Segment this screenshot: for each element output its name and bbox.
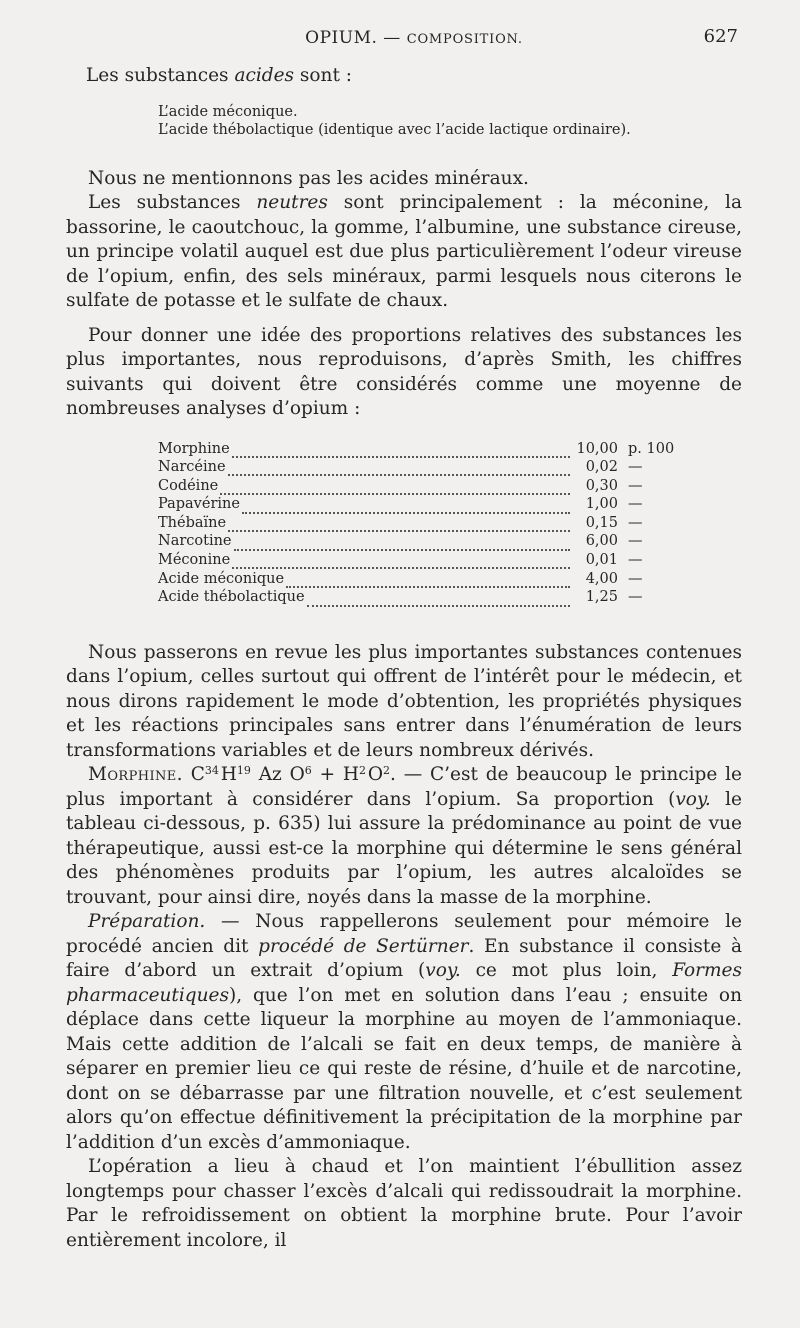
chemical-formula: $C^{34}$ $H^{19}$ Az $O^6 + H^2$ $O^2$. [190,764,396,786]
leader-dots [307,595,570,607]
section-heading: Préparation. [88,911,206,933]
paragraph-mineral: Nous ne mentionnons pas les acides minéraux. [88,167,529,189]
paragraph-preparation: Préparation. — Nous rappellerons seulement pour mémoire le procédé ancien dit procédé de Sertürner. En substance il consiste à faire d’abord un extrait d’opium (voy. ce mot plus loin, Formes pharmaceutiques), que l’on met en solution dans l’eau ; ensuite on déplace dans cette liqueur la morphine au moyen de l’ammoniaque. Mais cette addition de l’alcali se fait en deux temps, de manière à séparer en premier lieu ce qui reste de résine, d’huile et de narcotine, dont on se débarrasse par une filtration nouvelle, et c’est seulement alors qu’on effectue définitivement la précipitation de la morphine par l’addition d’un excès d’ammoniaque. [66,911,742,1153]
composition-table [158,440,698,607]
paragraph-proportions: Pour donner une idée des proportions relatives des substances les plus importantes, nous reproduisons, d’après Smith, les chiffres suivants qui doivent être considérés comme une moyenne de nombreuses analyses d’opium : [66,324,742,419]
paragraph-morphine: Morphine. $C^{34}$ $H^{19}$ Az $O^6 + H^2$ $O^2$. — C’est de beaucoup le principe le plus important à considérer dans l’opium. Sa proportion (voy. le tableau ci-dessous, p. 635) lui assure la prédominance au point de vue thérapeutique, aussi est-ce la morphine qui détermine le sens général des phénomènes produits par l’opium, les autres alcaloïdes se trouvant, pour ainsi dire, noyés dans la masse de la morphine. [66,764,743,908]
table-row: Acide méconique 4,00 — [158,570,643,587]
list-item: L’acide méconique. [158,103,298,120]
acids-intro: Les substances acides sont : [86,65,353,86]
leader-dots [242,502,570,514]
list-item: L’acide thébolactique (identique avec l’acide lactique ordinaire). [158,121,631,138]
table-row: Thébaïne 0,15 — [158,514,643,531]
leader-dots [220,483,570,495]
page-number: 627 [703,26,738,47]
table-row: Papavérine 1,00 — [158,496,643,513]
running-header [88,28,740,54]
section-heading: Morphine. [88,764,183,786]
leader-dots [228,520,570,532]
leader-dots [234,539,571,551]
table-row: Narcéine 0,02 — [158,459,643,476]
table-row: Acide thébolactique 1,25 — [158,589,643,606]
table-row: Morphine 10,00 p. 100 [158,440,675,457]
header-subtitle: COMPOSITION. [406,32,523,47]
page-body [66,62,742,1253]
header-title: OPIUM. — COMPOSITION. [305,28,523,48]
table-row: Méconine 0,01 — [158,552,643,569]
leader-dots [228,464,570,476]
paragraph-neutral: Les substances neutres sont principalement : la méconine, la bassorine, le caoutchouc, la gomme, l’albumine, une substance cireuse, un principe volatil auquel est due plus particulièrement l’odeur vireuse de l’opium, enfin, des sels minéraux, parmi lesquels nous citerons le sulfate de potasse et le sulfate de chaux. [66,192,742,311]
table-row: Codéine 0,30 — [158,477,643,494]
leader-dots [232,446,570,458]
paragraph-review: Nous passerons en revue les plus importantes substances contenues dans l’opium, celles surtout qui offrent de l’intérêt pour le médecin, et nous dirons rapidement le mode d’obtention, les propriétés physiques et les réactions principales sans entrer dans l’énumération de leurs transformations variables et de leurs nombreux dérivés. [66,641,742,761]
paragraph-operation: L’opération a lieu à chaud et l’on maintient l’ébullition assez longtemps pour chasser l’excès d’alcali qui redissoudrait la morphine. Par le refroidissement on obtient la morphine brute. Pour l’avoir entièrement incolore, il [66,1156,742,1251]
table-row: Narcotine 6,00 — [158,533,643,550]
leader-dots [232,557,570,569]
acids-list [158,103,742,139]
leader-dots [286,576,570,588]
